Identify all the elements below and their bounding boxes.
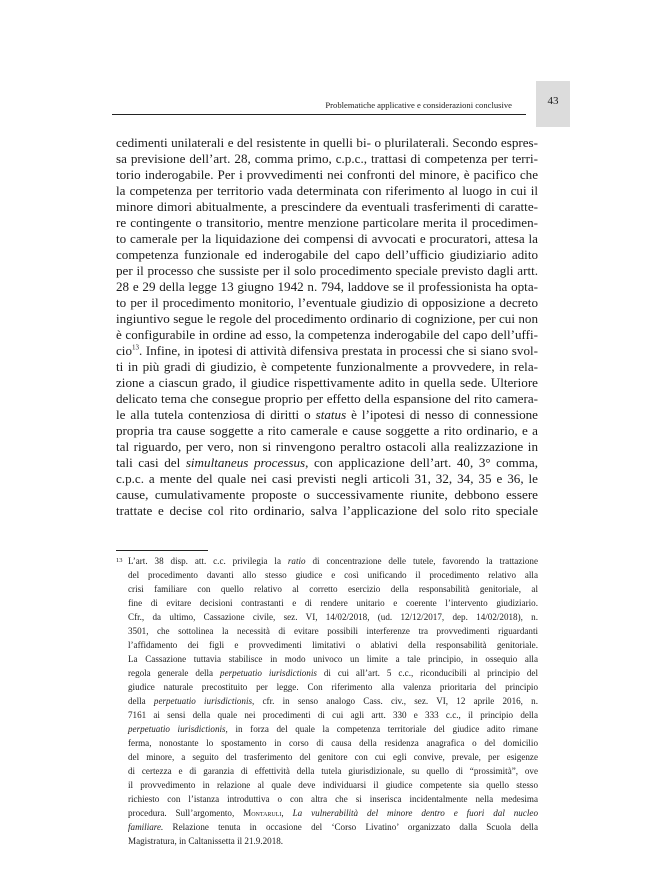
footnote-line: del procedimento davanti allo stesso giudice e così unificando il procedimento relativo alla bbox=[128, 570, 538, 580]
footnote-line: Cfr., da ultimo, Cassazione civile, sez. VI, 14/02/2018, (ud. 12/12/2017, dep. 14/02/2018), n. bbox=[128, 612, 538, 622]
header-rule bbox=[112, 114, 526, 115]
running-title: Problematiche applicative e considerazioni conclusive bbox=[325, 100, 512, 110]
body-line: re contingente o transitorio, mentre menzione particolare merita il procedimen- bbox=[116, 215, 538, 230]
body-line: propria tra cause soggette a rito camerale e cause soggette a rito ordinario, e a bbox=[116, 423, 538, 438]
body-line: cause, cumulativamente proposte o successivamente riunite, debbono essere bbox=[116, 487, 538, 502]
body-line: zione a ciascun grado, il giudice rispettivamente adito in quella sede. Ulteriore bbox=[116, 375, 538, 390]
body-line: le alla tutela contenziosa di diritti o status è l’ipotesi di nesso di connessione bbox=[116, 407, 538, 422]
body-line: cio$^{13}$. Infine, in ipotesi di attività difensiva prestata in processi che si siano svol- bbox=[116, 343, 538, 358]
body-line: competenza funzionale ed inderogabile del capo dell’ufficio giudiziario adito bbox=[116, 247, 538, 262]
footnote-line: del minore, a seguito del trasferimento del genitore con cui egli convive, prevale, per esigenze bbox=[128, 752, 538, 762]
footnote-line: della perpetuatio iurisdictionis, cfr. in senso analogo Cass. civ., sez. VI, 12 aprile 2016, n. bbox=[128, 696, 538, 706]
footnote-line: La Cassazione tuttavia stabilisce in modo univoco un limite a tale principio, in ossequio alla bbox=[128, 654, 538, 664]
body-line: 28 e 29 della legge 13 giugno 1942 n. 794, laddove se il professionista ha opta- bbox=[116, 279, 538, 294]
body-line: la competenza per territorio vada determinata con riferimento al luogo in cui il bbox=[116, 183, 538, 198]
body-line: tali casi del simultaneus processus, con applicazione dell’art. 40, 3° comma, bbox=[116, 455, 538, 470]
body-line: delicato tema che consegue proprio per effetto della espansione del rito camera- bbox=[116, 391, 538, 406]
body-line: to camerale per la liquidazione dei compensi di avvocati e procuratori, attesa la bbox=[116, 231, 538, 246]
body-line: è configurabile in ordine ad esso, la competenza inderogabile del capo dell’uffi- bbox=[116, 327, 538, 342]
footnote-line: richiesto con l’istanza introduttiva o con altra che si inserisca incidentalmente nella medesima bbox=[128, 794, 538, 804]
footnote-line: Magistratura, in Caltanissetta il 21.9.2018. bbox=[128, 836, 284, 846]
footnote-line: giudice naturale precostituito per legge. Con riferimento alla valenza prioritaria del principio bbox=[128, 682, 538, 692]
body-line: ti in più gradi di giudizio, è competente funzionalmente a provvedere, in rela- bbox=[116, 359, 538, 374]
footnote-line: 7161 ai sensi della quale nei procedimenti di cui agli artt. 330 e 333 c.c., il principio della bbox=[128, 710, 538, 720]
body-line: minore dimori abitualmente, a prescindere da eventuali trasferimenti di caratte- bbox=[116, 199, 538, 214]
author-name: Montaruli bbox=[243, 808, 282, 818]
body-line: tal riguardo, per vero, non si rinvengono peraltro ostacoli alla realizzazione in bbox=[116, 439, 538, 454]
footnote-line: crisi familiare con quello relativo al corretto esercizio della responsabilità genitoriale, al bbox=[128, 584, 538, 594]
footnote-line: familiare. Relazione tenuta in occasione del ‘Corso Livatino’ organizzato dalla Scuola della bbox=[128, 822, 538, 832]
footnote-line: L’art. 38 disp. att. c.c. privilegia la ratio di concentrazione delle tutele, favorendo la trattazione bbox=[128, 556, 538, 566]
body-line: sa previsione dell’art. 28, comma primo, c.p.c., trattasi di competenza per terri- bbox=[116, 151, 538, 166]
body-line: ingiuntivo segue le regole del procedimento ordinario di cognizione, per cui non bbox=[116, 311, 538, 326]
footnote-line: il provvedimento in relazione al quale deve individuarsi il giudice competente sia quello stesso bbox=[128, 780, 538, 790]
footnote-line: ferma, nonostante lo spostamento in corso di causa della residenza anagrafica o del domicilio bbox=[128, 738, 538, 748]
footnote-line: regola generale della perpetuatio iurisdictionis di cui all’art. 5 c.c., riconducibili al principio del bbox=[128, 668, 538, 678]
body-line: c.p.c. a mente del quale nei casi previsti negli articoli 31, 32, 34, 35 e 36, le bbox=[116, 471, 538, 486]
body-line: per il processo che sussiste per il solo procedimento speciale previsto dagli artt. bbox=[116, 263, 538, 278]
body-line: trattate e decise col rito ordinario, salva l’applicazione del solo rito speciale bbox=[116, 503, 538, 518]
page-number: 43 bbox=[547, 95, 559, 107]
footnote-reference: 13 bbox=[132, 343, 139, 352]
body-line: torio inderogabile. Per i provvedimenti nei confronti del minore, è pacifico che bbox=[116, 167, 538, 182]
footnote-line: 3501, che sottolinea la necessità di evitare possibili interferenze tra provvedimenti riguardanti bbox=[128, 626, 538, 636]
footnote-marker: 13 bbox=[116, 557, 123, 564]
footnote-line: fine di evitare decisioni contrastanti e di rendere unitario e coerente l’intervento giudiziario. bbox=[128, 598, 538, 608]
footnote-line: procedura. Sull’argomento, Montaruli, La vulnerabilità del minore dentro e fuori dal nucleo bbox=[128, 808, 539, 818]
footnote-rule bbox=[116, 550, 208, 551]
body-line: to per il procedimento monitorio, l’eventuale giudizio di opposizione a decreto bbox=[116, 295, 538, 310]
body-line: cedimenti unilaterali e del resistente in quelli bi- o plurilaterali. Secondo espres- bbox=[116, 135, 538, 150]
footnote-line: di certezza e di garanzia di effettività della tutela giurisdizionale, su quello di “prossimità”, ove bbox=[128, 766, 538, 776]
footnote-line: perpetuatio iurisdictionis, in forza del quale la competenza territoriale del giudice adito rimane bbox=[128, 724, 538, 734]
footnote-line: l’affidamento dei figli e provvedimenti limitativi o ablativi della responsabilità genitoriale. bbox=[128, 640, 538, 650]
